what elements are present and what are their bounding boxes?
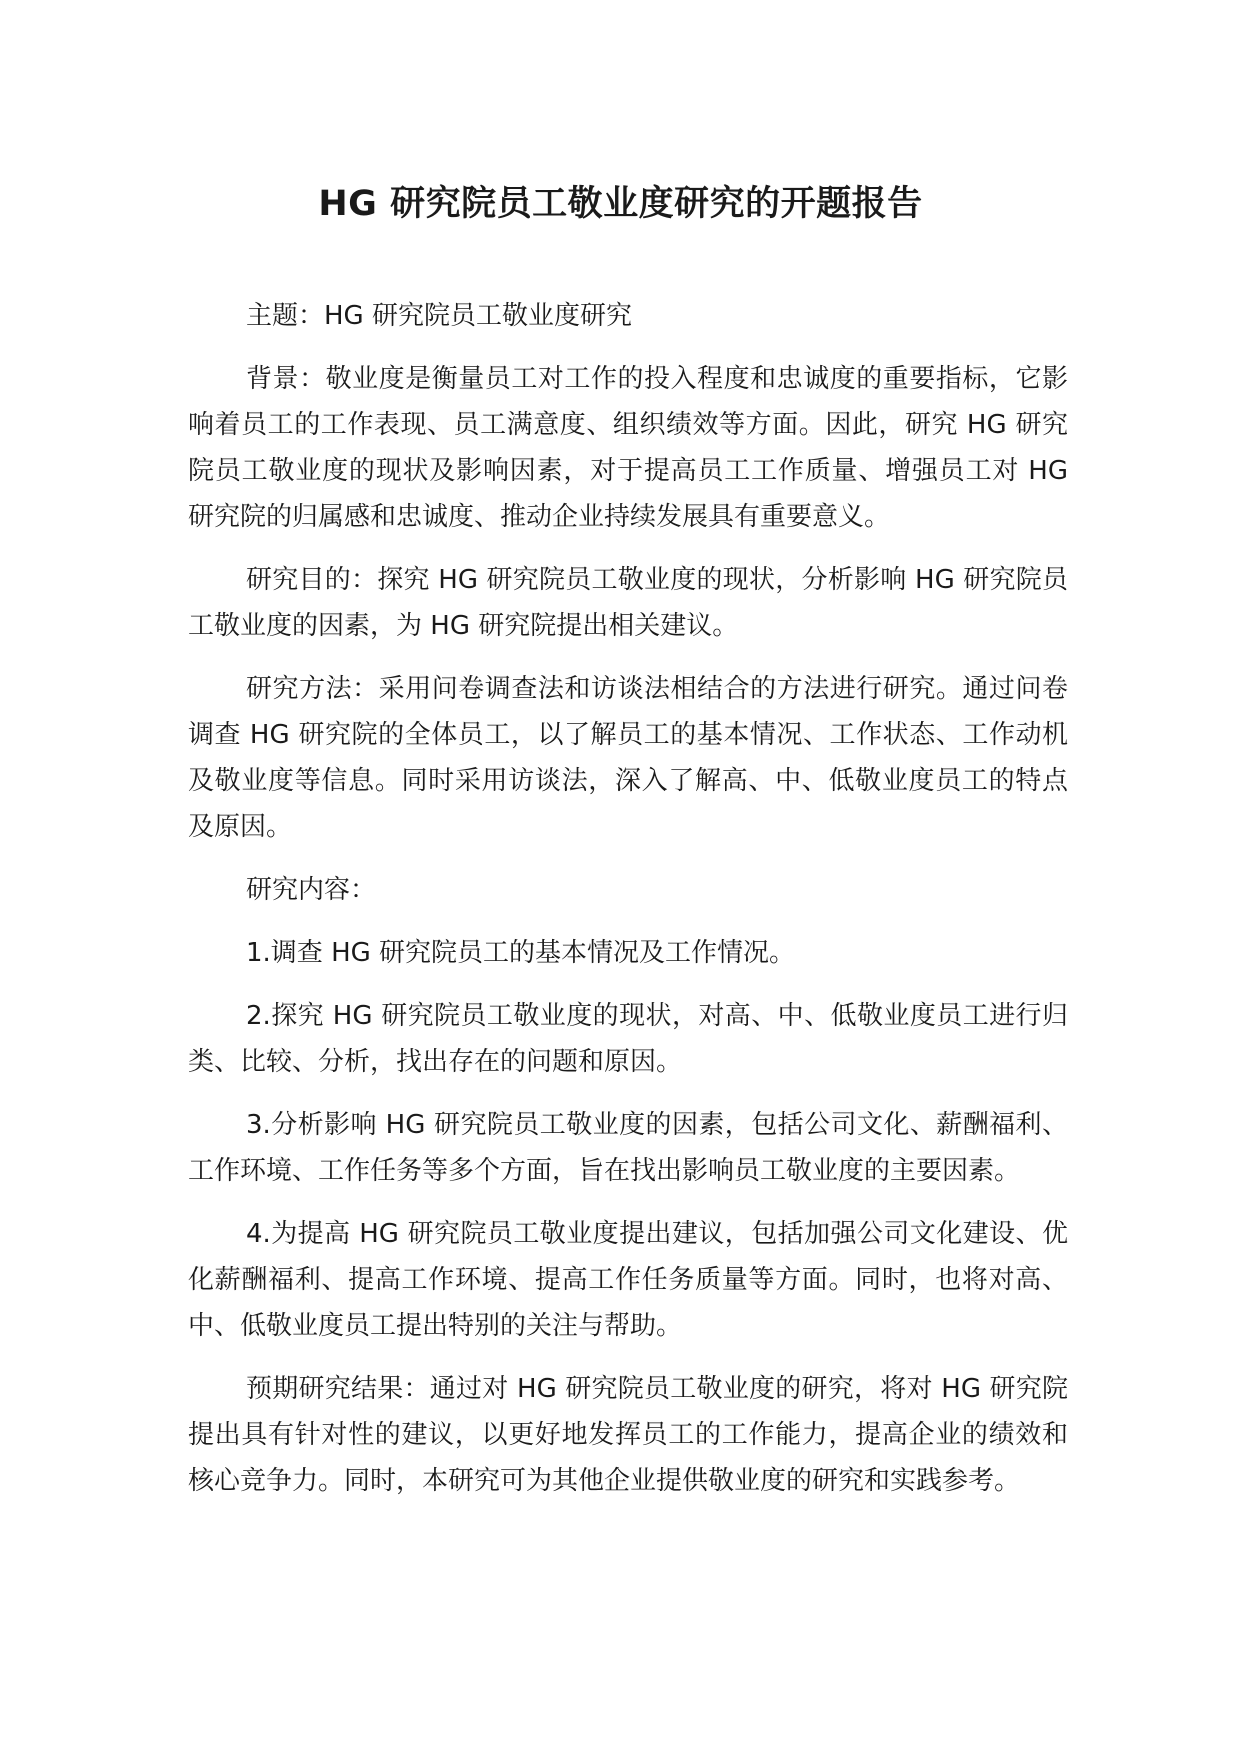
document-body xyxy=(188,293,1068,1521)
paragraph-content-item-4: 4.为提高 HG 研究院员工敬业度提出建议，包括加强公司文化建设、优化薪酬福利、提高工作环境、提高工作任务质量等方面。同时，也将对高、中、低敬业度员工提出特别的关注与帮助。 xyxy=(188,1219,1068,1341)
paragraph-content-item-3: 3.分析影响 HG 研究院员工敬业度的因素，包括公司文化、薪酬福利、工作环境、工作任务等多个方面，旨在找出影响员工敬业度的主要因素。 xyxy=(188,1110,1068,1186)
paragraph-method: 研究方法：采用问卷调查法和访谈法相结合的方法进行研究。通过问卷调查 HG 研究院的全体员工，以了解员工的基本情况、工作状态、工作动机及敬业度等信息。同时采用访谈法，深入了解高、中、低敬业度员工的特点及原因。 xyxy=(188,674,1068,842)
paragraph-background: 背景：敬业度是衡量员工对工作的投入程度和忠诚度的重要指标，它影响着员工的工作表现、员工满意度、组织绩效等方面。因此，研究 HG 研究院员工敬业度的现状及影响因素，对于提高员工工作质量、增强员工对 HG 研究院的归属感和忠诚度、推动企业持续发展具有重要意义。 xyxy=(188,364,1068,532)
paragraph-content-item-1: 1.调查 HG 研究院员工的基本情况及工作情况。 xyxy=(246,938,796,968)
paragraph-content-heading: 研究内容： xyxy=(246,875,377,905)
paragraph-expected-results: 预期研究结果：通过对 HG 研究院员工敬业度的研究，将对 HG 研究院提出具有针对性的建议，以更好地发挥员工的工作能力，提高企业的绩效和核心竞争力。同时，本研究可为其他企业提供敬业度的研究和实践参考。 xyxy=(188,1374,1068,1496)
paragraph-topic: 主题：HG 研究院员工敬业度研究 xyxy=(246,301,632,331)
paragraph-purpose: 研究目的：探究 HG 研究院员工敬业度的现状，分析影响 HG 研究院员工敬业度的因素，为 HG 研究院提出相关建议。 xyxy=(188,565,1068,641)
document-title: HG 研究院员工敬业度研究的开题报告 xyxy=(318,184,923,224)
paragraph-content-item-2: 2.探究 HG 研究院员工敬业度的现状，对高、中、低敬业度员工进行归类、比较、分析，找出存在的问题和原因。 xyxy=(188,1001,1068,1077)
